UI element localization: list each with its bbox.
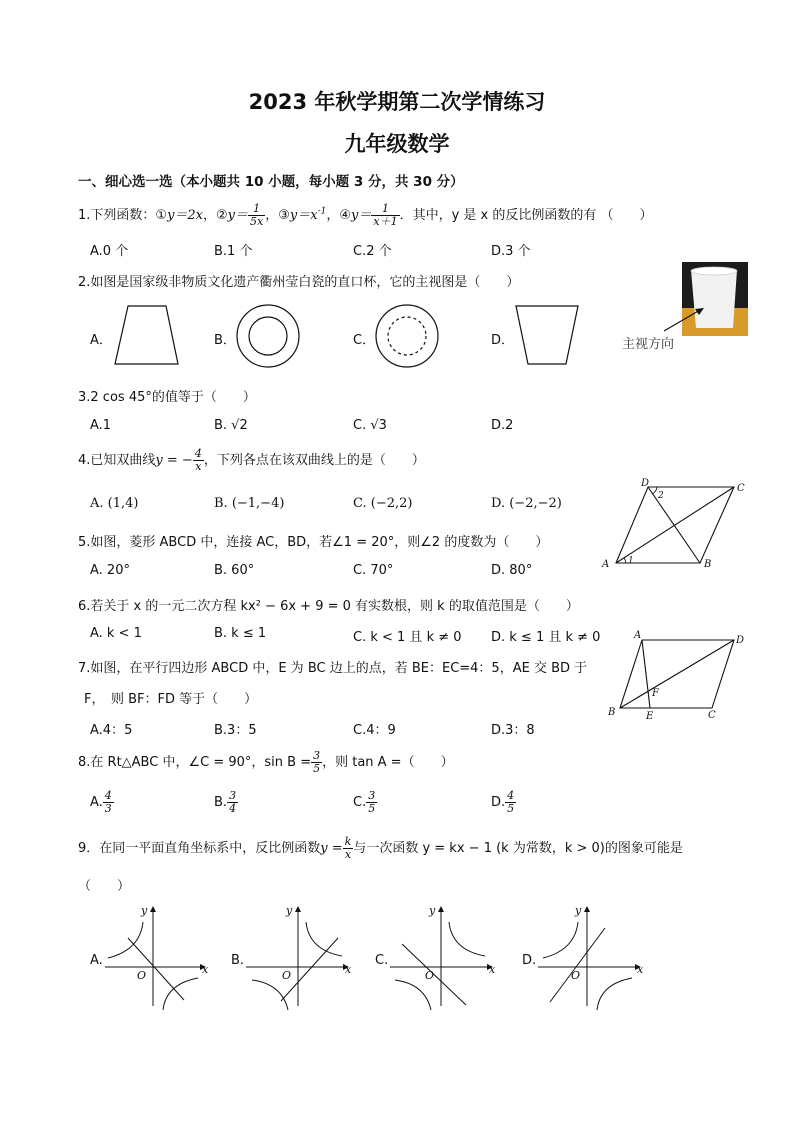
q6-option-c[interactable]: C. k < 1 且 k ≠ 0 [353, 630, 462, 645]
question-9-stem: 9．在同一平面直角坐标系中，反比例函数y = $\frac{k}{x}$ 与一次函数 y = kx − 1 (k 为常数，k > 0)的图象可能是 [78, 835, 683, 861]
q8-option-d[interactable]: D. $\frac{4}{5}$ [491, 789, 515, 815]
q7-option-d[interactable]: D.3：8 [491, 723, 535, 738]
q8-option-c[interactable]: C. $\frac{3}{5}$ [353, 789, 376, 815]
axis-y-label: y [141, 904, 148, 917]
axis-x-label: x [489, 963, 496, 976]
question-3-stem: 3.2 cos 45°的值等于（ ） [78, 390, 256, 405]
label-f: F [652, 688, 659, 699]
axis-x-label: x [637, 963, 644, 976]
q2-label-b[interactable]: B． [214, 333, 236, 348]
label-a: A [602, 559, 610, 570]
question-7-stem-line1: 7.如图，在平行四边形 ABCD 中，E 为 BC 边上的点，若 BE：EC=4：5，AE 交 BD 于 [78, 661, 588, 676]
hyperbola-branch [252, 980, 288, 1010]
q6-option-b[interactable]: B. k ≤ 1 [214, 626, 267, 641]
origin-label: O [137, 969, 147, 982]
label-d: D [641, 478, 650, 489]
origin-label: O [425, 969, 435, 982]
question-6-stem: 6.若关于 x 的一元二次方程 kx² − 6x + 9 = 0 有实数根，则 k 的取值范围是（ ） [78, 599, 579, 614]
q9-graph-b [246, 904, 352, 1010]
label-e: E [646, 711, 654, 722]
label-c: C [708, 710, 716, 721]
hyperbola-branch [543, 922, 578, 958]
q9-graph-c [390, 904, 496, 1010]
question-5-stem: 5.如图，菱形 ABCD 中，连接 AC，BD，若∠1 = 20°，则∠2 的度数为（ ） [78, 535, 549, 550]
fraction: $\frac{1}{x+1}$ [373, 202, 398, 228]
q8-option-b[interactable]: B. $\frac{3}{4}$ [214, 789, 237, 815]
q4-option-c[interactable]: C. (−2,2) [353, 496, 413, 511]
fraction: $\frac{4}{x}$ [194, 447, 202, 473]
fraction: $\frac{k}{x}$ [344, 835, 352, 861]
q3-option-a[interactable]: A.1 [90, 418, 112, 433]
q3-option-c[interactable]: C. √3 [353, 418, 387, 433]
label-d: D [736, 635, 745, 646]
q2-label-c[interactable]: C． [353, 333, 376, 348]
label-angle-2: 2 [658, 491, 664, 501]
axis-x-label: x [202, 963, 209, 976]
question-7-stem-line2: F， 则 BF：FD 等于（ ） [84, 692, 258, 707]
axis-y-label: y [575, 904, 582, 917]
axis-x-label: x [345, 963, 352, 976]
q6-option-d[interactable]: D. k ≤ 1 且 k ≠ 0 [491, 630, 601, 645]
q5-option-a[interactable]: A. 20° [90, 563, 130, 578]
question-9-stem-line2: （ ） [78, 879, 131, 894]
q3-option-b[interactable]: B. √2 [214, 418, 248, 433]
q3-option-d[interactable]: D.2 [491, 418, 514, 433]
q4-option-b[interactable]: B. (−1,−4) [214, 496, 285, 511]
hyperbola-branch [108, 922, 143, 958]
origin-label: O [282, 969, 292, 982]
q5-option-c[interactable]: C. 70° [353, 563, 394, 578]
q9-label-c[interactable]: C. [375, 953, 389, 968]
page-title: 2023 年秋学期第二次学情练习 [248, 90, 546, 114]
hyperbola-branch [449, 922, 485, 956]
q4-option-a[interactable]: A. (1,4) [90, 496, 139, 511]
q8-option-a[interactable]: A. $\frac{4}{3}$ [90, 789, 112, 815]
hyperbola-branch [395, 980, 431, 1010]
axis-y-label: y [286, 904, 293, 917]
q1-option-b[interactable]: B.1 个 [214, 244, 253, 259]
hyperbola-branch [597, 978, 632, 1010]
q9-graph-a [105, 904, 209, 1010]
q7-option-b[interactable]: B.3：5 [214, 723, 257, 738]
q9-label-a[interactable]: A. [90, 953, 103, 968]
label-b: B [704, 559, 712, 570]
fraction: $\frac{3}{5}$ [313, 749, 321, 775]
question-8-stem: 8.在 Rt△ABC 中，∠C = 90°，sin B = $\frac{3}{5}$ ，则 tan A =（ ） [78, 749, 454, 775]
question-1-stem: 1.下列函数：①y＝2x，②y＝ $\frac{1}{5x}$ ，$③y=x^{-1}$，④y＝ $\frac{1}{x+1}$ ．其中，y 是 x 的反比例函数的有 （ ） [78, 202, 653, 228]
page-subtitle: 九年级数学 [344, 132, 450, 156]
label-a: A [634, 630, 642, 641]
question-2-stem: 2.如图是国家级非物质文化遗产衢州莹白瓷的直口杯，它的主视图是（ ） [78, 275, 520, 290]
q7-option-c[interactable]: C.4：9 [353, 723, 396, 738]
q9-label-b[interactable]: B. [231, 953, 245, 968]
q1-option-c[interactable]: C.2 个 [353, 244, 392, 259]
label-b: B [608, 707, 616, 718]
q1-option-a[interactable]: A.0 个 [90, 244, 129, 259]
q9-label-d[interactable]: D. [522, 953, 537, 968]
q7-option-a[interactable]: A.4：5 [90, 723, 133, 738]
fraction: $\frac{1}{5x}$ [250, 202, 264, 228]
question-4-stem: 4.已知双曲线y = − $\frac{4}{x}$ ，下列各点在该双曲线上的是（ ） [78, 447, 425, 473]
q4-option-d[interactable]: D. (−2,−2) [491, 496, 562, 511]
label-c: C [737, 483, 745, 494]
q9-graph-d [538, 904, 644, 1010]
origin-label: O [571, 969, 581, 982]
q6-option-a[interactable]: A. k < 1 [90, 626, 142, 641]
q2-label-a[interactable]: A． [90, 333, 112, 348]
line-graph [550, 928, 605, 1002]
q2-label-d[interactable]: D． [491, 333, 515, 348]
section-heading: 一、细心选一选（本小题共 10 小题，每小题 3 分，共 30 分） [78, 174, 464, 190]
label-angle-1: 1 [628, 556, 634, 566]
axis-y-label: y [429, 904, 436, 917]
q5-option-b[interactable]: B. 60° [214, 563, 255, 578]
view-direction-caption: 主视方向 [622, 337, 675, 352]
q1-option-d[interactable]: D.3 个 [491, 244, 531, 259]
q5-option-d[interactable]: D. 80° [491, 563, 533, 578]
